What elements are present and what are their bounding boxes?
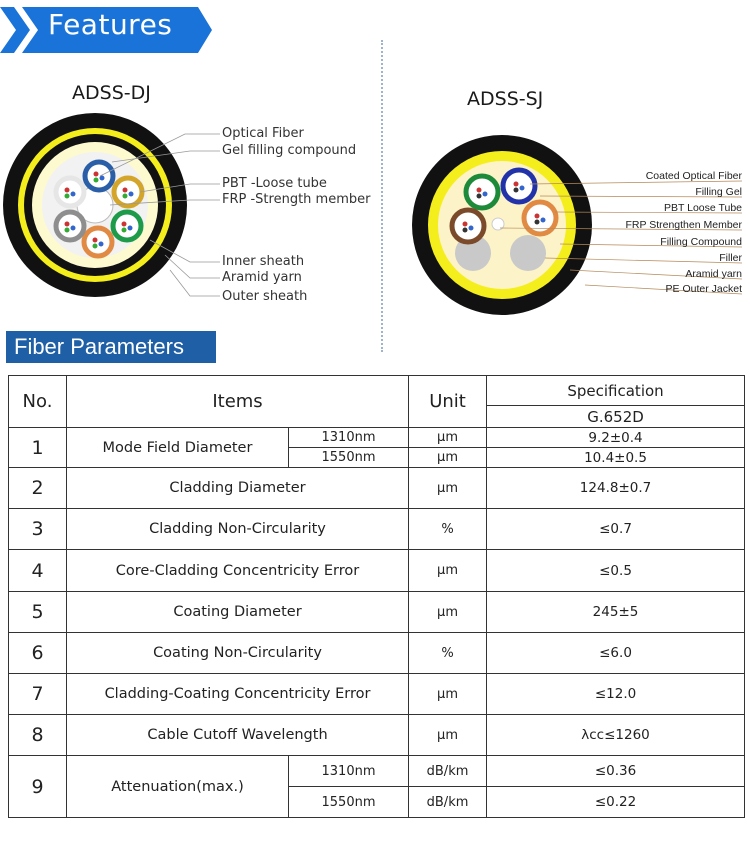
table-header-row — [9, 376, 745, 406]
row-spec: 124.8±0.7 — [487, 468, 745, 509]
row-subitem: 1310nm — [289, 428, 409, 448]
table-row — [9, 509, 745, 550]
row-item: Coating Diameter — [67, 592, 409, 633]
row-unit: μm — [409, 592, 487, 633]
dj-label-aramid: Aramid yarn — [222, 270, 302, 285]
adss-dj-diagram — [3, 113, 220, 297]
row-unit: μm — [409, 715, 487, 756]
row-item: Mode Field Diameter — [67, 428, 289, 468]
row-unit: μm — [409, 428, 487, 448]
row-unit: % — [409, 633, 487, 674]
row-unit: μm — [409, 674, 487, 715]
adss-sj-title: ADSS-SJ — [467, 88, 544, 110]
sj-label-frp: FRP Strengthen Member — [625, 219, 742, 231]
dj-label-frp: FRP -Strength member — [222, 192, 371, 207]
sj-label-filling-compound: Filling Compound — [660, 236, 742, 248]
table-row — [9, 468, 745, 509]
row-spec: ≤0.5 — [487, 550, 745, 592]
row-unit: μm — [409, 448, 487, 468]
row-item: Cladding-Coating Concentricity Error — [67, 674, 409, 715]
row-spec: λcc≤1260 — [487, 715, 745, 756]
row-spec: 245±5 — [487, 592, 745, 633]
row-item: Core-Cladding Concentricity Error — [67, 550, 409, 592]
row-no: 4 — [9, 550, 67, 592]
row-subitem: 1310nm — [289, 756, 409, 787]
row-spec: 9.2±0.4 — [487, 428, 745, 448]
table-row — [9, 592, 745, 633]
fiber-parameters-title: Fiber Parameters — [6, 331, 216, 363]
row-no: 9 — [9, 756, 67, 818]
adss-dj-title: ADSS-DJ — [72, 82, 151, 104]
row-no: 6 — [9, 633, 67, 674]
sj-label-pbt-tube: PBT Loose Tube — [663, 202, 742, 214]
sj-label-filling-gel: Filling Gel — [695, 186, 742, 198]
sj-label-pe-jacket: PE Outer Jacket — [665, 283, 742, 295]
row-no: 2 — [9, 468, 67, 509]
features-title: Features — [48, 8, 173, 41]
dj-label-gel-filling: Gel filling compound — [222, 143, 357, 158]
table-row — [9, 633, 745, 674]
row-spec: 10.4±0.5 — [487, 448, 745, 468]
row-item: Cladding Non-Circularity — [67, 509, 409, 550]
dj-label-optical-fiber: Optical Fiber — [222, 126, 304, 141]
header-no: No. — [9, 376, 67, 428]
row-no: 1 — [9, 428, 67, 468]
row-no: 5 — [9, 592, 67, 633]
row-unit: μm — [409, 468, 487, 509]
table-row — [9, 428, 745, 448]
dj-label-pbt-tube: PBT -Loose tube — [222, 176, 327, 191]
header-spec-g652d: G.652D — [487, 406, 745, 428]
dj-label-inner-sheath: Inner sheath — [222, 254, 305, 269]
row-item: Cable Cutoff Wavelength — [67, 715, 409, 756]
row-no: 3 — [9, 509, 67, 550]
row-spec: ≤0.22 — [487, 787, 745, 818]
table-row — [9, 674, 745, 715]
row-spec: ≤12.0 — [487, 674, 745, 715]
fiber-parameters-table — [8, 375, 745, 818]
table-row — [9, 756, 745, 787]
row-item: Cladding Diameter — [67, 468, 409, 509]
table-row — [9, 550, 745, 592]
sj-label-aramid: Aramid yarn — [685, 268, 742, 280]
header-items: Items — [67, 376, 409, 428]
header-unit: Unit — [409, 376, 487, 428]
row-unit: dB/km — [409, 787, 487, 818]
sj-label-filler: Filler — [719, 252, 742, 264]
sj-label-coated-fiber: Coated Optical Fiber — [645, 170, 742, 182]
row-no: 7 — [9, 674, 67, 715]
row-subitem: 1550nm — [289, 448, 409, 468]
row-spec: ≤0.7 — [487, 509, 745, 550]
row-subitem: 1550nm — [289, 787, 409, 818]
row-no: 8 — [9, 715, 67, 756]
row-unit: % — [409, 509, 487, 550]
row-unit: μm — [409, 550, 487, 592]
row-item: Attenuation(max.) — [67, 756, 289, 818]
dj-label-outer-sheath: Outer sheath — [222, 289, 308, 304]
row-unit: dB/km — [409, 756, 487, 787]
header-specification: Specification — [487, 376, 745, 406]
row-item: Coating Non-Circularity — [67, 633, 409, 674]
table-row — [9, 715, 745, 756]
row-spec: ≤6.0 — [487, 633, 745, 674]
row-spec: ≤0.36 — [487, 756, 745, 787]
